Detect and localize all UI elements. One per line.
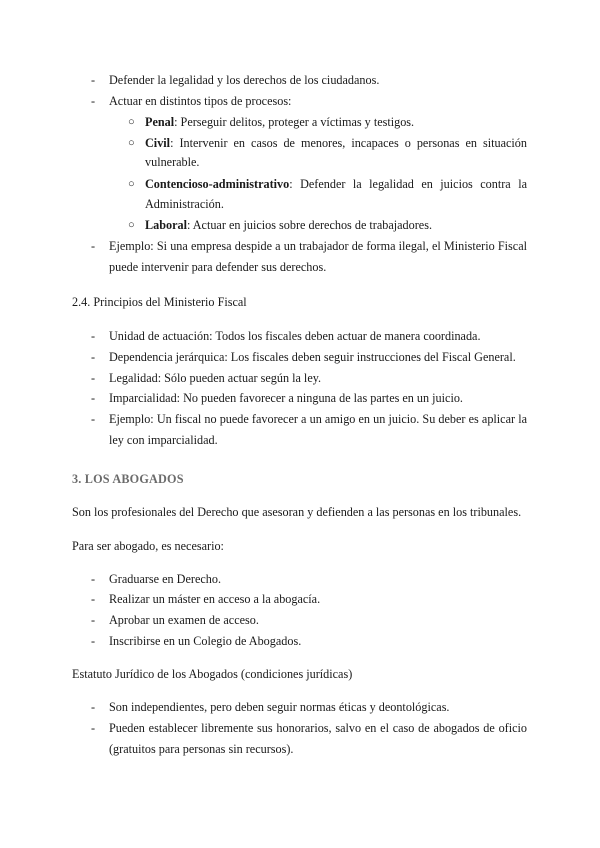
bullet-text: Aprobar un examen de acceso. — [109, 613, 259, 627]
sub-bullet-circle: ○ — [128, 219, 135, 231]
term-desc: : Defender la legalidad en juicios contra la — [289, 177, 527, 191]
bullet-text: Actuar en distintos tipos de procesos: — [109, 94, 292, 108]
sub-bullet-text — [145, 217, 432, 233]
bullet-dash: - — [91, 572, 96, 586]
bullet-dash: - — [91, 329, 96, 343]
bullet-text: Inscribirse en un Colegio de Abogados. — [109, 634, 302, 648]
term-desc: : Perseguir delitos, proteger a víctimas y testigos. — [174, 115, 415, 129]
bullet-text: Realizar un máster en acceso a la abogacía. — [109, 592, 321, 606]
bullet-dash: - — [91, 412, 96, 426]
paragraph: Para ser abogado, es necesario: — [72, 539, 224, 553]
bullet-continuation: (gratuitos para personas sin recursos). — [109, 742, 294, 756]
sub-bullet-text — [145, 135, 527, 151]
example-text: Ejemplo: Si una empresa despide a un trabajador de forma ilegal, el Ministerio Fiscal — [109, 239, 527, 253]
bullet-dash: - — [91, 371, 96, 385]
example-text: Ejemplo: Un fiscal no puede favorecer a un amigo en un juicio. Su deber es aplicar la — [109, 412, 527, 426]
bullet-text: Imparcialidad: No pueden favorecer a ninguna de las partes en un juicio. — [109, 391, 463, 405]
paragraph: Son los profesionales del Derecho que asesoran y defienden a las personas en los tribunales. — [72, 505, 522, 519]
bullet-dash: - — [91, 73, 96, 87]
bullet-dash: - — [91, 350, 96, 364]
sub-bullet-circle: ○ — [128, 116, 135, 128]
bullet-text: Defender la legalidad y los derechos de los ciudadanos. — [109, 73, 380, 87]
bullet-dash: - — [91, 700, 96, 714]
term-civil: Civil — [145, 136, 171, 150]
bullet-text: Son independientes, pero deben seguir normas éticas y deontológicas. — [109, 700, 450, 714]
example-continuation: ley con imparcialidad. — [109, 433, 218, 447]
section-heading: 3. LOS ABOGADOS — [72, 472, 184, 486]
bullet-dash: - — [91, 634, 96, 648]
bullet-text: Legalidad: Sólo pueden actuar según la ley. — [109, 371, 322, 385]
paragraph: Estatuto Jurídico de los Abogados (condiciones jurídicas) — [72, 667, 353, 681]
sub-bullet-circle: ○ — [128, 137, 135, 149]
sub-bullet-circle: ○ — [128, 178, 135, 190]
bullet-dash: - — [91, 391, 96, 405]
term-desc: : Actuar en juicios sobre derechos de trabajadores. — [186, 218, 432, 232]
sub-bullet-text — [145, 176, 527, 192]
sub-bullet-continuation: vulnerable. — [145, 155, 200, 169]
bullet-text: Dependencia jerárquica: Los fiscales deben seguir instrucciones del Fiscal General. — [109, 350, 516, 364]
bullet-dash: - — [91, 239, 96, 253]
term-penal: Penal — [145, 115, 175, 129]
term-contencioso: Contencioso-administrativo — [145, 177, 290, 191]
section-title: 2.4. Principios del Ministerio Fiscal — [72, 295, 247, 309]
sub-bullet-continuation: Administración. — [145, 197, 224, 211]
bullet-text: Pueden establecer libremente sus honorarios, salvo en el caso de abogados de oficio — [109, 721, 527, 735]
term-laboral: Laboral — [145, 218, 187, 232]
term-desc: : Intervenir en casos de menores, incapaces o personas en situación — [170, 136, 527, 150]
sub-bullet-text — [145, 114, 414, 130]
bullet-dash: - — [91, 94, 96, 108]
bullet-dash: - — [91, 613, 96, 627]
bullet-text: Unidad de actuación: Todos los fiscales deben actuar de manera coordinada. — [109, 329, 481, 343]
bullet-text: Graduarse en Derecho. — [109, 572, 221, 586]
bullet-dash: - — [91, 721, 96, 735]
example-continuation: puede intervenir para defender sus derechos. — [109, 260, 327, 274]
bullet-dash: - — [91, 592, 96, 606]
